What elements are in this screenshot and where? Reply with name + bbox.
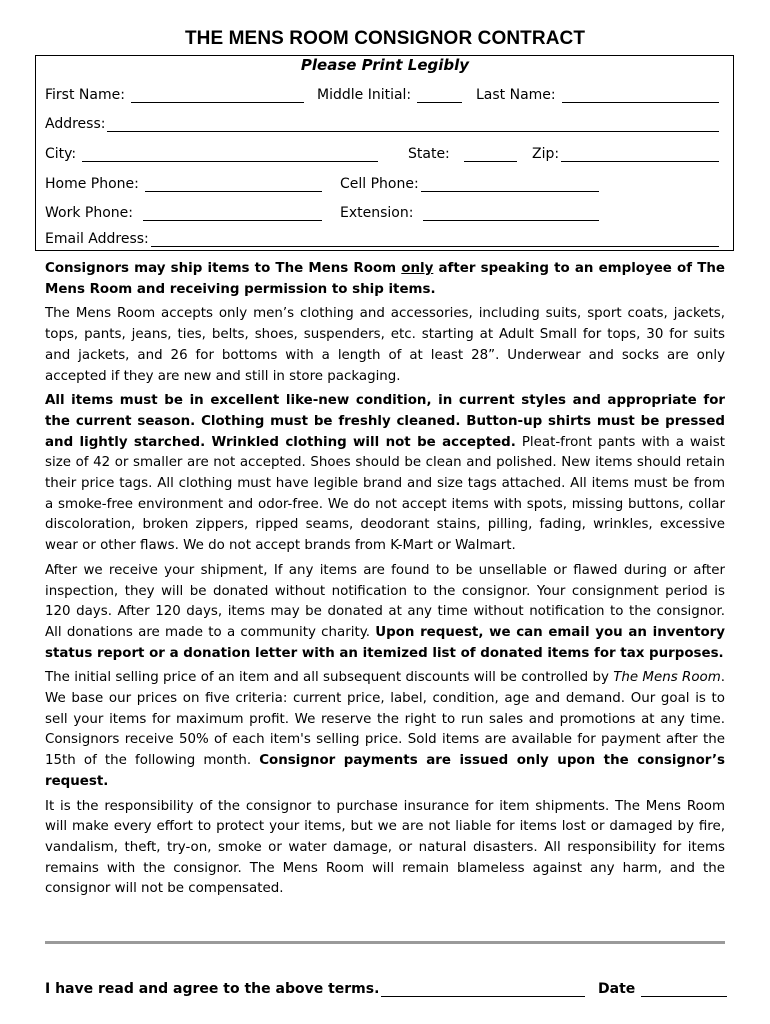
address-field[interactable]: [45, 112, 719, 132]
work-phone-label: Work Phone:: [45, 205, 133, 221]
condition-requirements: All items must be in excellent like-new condition, in current styles and appropriate for the current season. Clothing must be freshly cleaned. Button-up shirts must be pressed and lightly starched. Wrinkled clothing will not be accepted.: [45, 393, 725, 450]
first-name-line[interactable]: [131, 88, 304, 103]
page-title: THE MENS ROOM CONSIGNOR CONTRACT: [184, 28, 586, 49]
email-field[interactable]: [45, 227, 719, 247]
state-line[interactable]: [464, 147, 517, 162]
date-field[interactable]: [598, 977, 727, 997]
address-label: Address:: [45, 116, 106, 132]
middle-initial-field[interactable]: [317, 83, 462, 103]
cell-phone-label: Cell Phone:: [340, 176, 419, 192]
home-phone-field[interactable]: [45, 172, 322, 192]
date-line[interactable]: [641, 982, 727, 997]
zip-field[interactable]: [532, 142, 719, 162]
payment-request-note: Consignor payments are issued only upon the consignor’s request.: [45, 753, 726, 789]
state-field[interactable]: [408, 142, 517, 162]
shipping-permission-paragraph: [45, 259, 725, 300]
middle-initial-label: Middle Initial:: [317, 87, 412, 103]
inventory-report-note: Upon request, we can email you an inventory status report or a donation letter with an itemized list of donated items for tax purposes.: [45, 624, 725, 661]
email-line[interactable]: [151, 232, 719, 247]
contract-terms: [45, 259, 725, 904]
extension-line[interactable]: [423, 206, 599, 221]
condition-paragraph: [45, 391, 725, 557]
email-row: [45, 227, 719, 247]
address-row: [45, 112, 719, 132]
donation-policy-text: After we receive your shipment, If any items are found to be unsellable or flawed during or after inspection, they will be donated without notification to the consignor. Your consignment period is 120 days. After 120 days, items may be donated at any time without notification to the consignor. All donations are made to a community charity.: [45, 562, 725, 640]
city-field[interactable]: [45, 142, 378, 162]
email-label: Email Address:: [45, 231, 149, 247]
cell-phone-field[interactable]: [340, 172, 599, 192]
accepted-items-paragraph: The Mens Room accepts only men’s clothing and accessories, including suits, sport coats, jackets, tops, pants, jeans, ties, belts, shoes, suspenders, etc. starting at Adult Small for tops, 30 for suits and jackets, and 26 for bottoms with a length of at least 28”. Underwear and socks are only accepted if they are new and still in store packaging.: [45, 306, 725, 384]
extension-field[interactable]: [340, 201, 599, 221]
work-phone-line[interactable]: [143, 206, 322, 221]
last-name-field[interactable]: [476, 83, 719, 103]
signature-line[interactable]: [381, 982, 585, 997]
store-name-italic: The Mens Room: [613, 670, 721, 686]
pricing-paragraph: [45, 668, 725, 792]
cell-phone-line[interactable]: [421, 177, 599, 192]
home-phone-line[interactable]: [145, 177, 322, 192]
condition-details: Pleat-front pants with a waist size of 42 or smaller are not accepted. Shoes should be clean and polished. New items should retain their price tags. All clothing must have legible brand and size tags attached. All items must be from a smoke-free environment and odor-free. We do not accept items with spots, missing buttons, collar discoloration, broken zippers, ripped seams, deodorant stains, pilling, fading, wrinkles, excessive wear or other flaws. We do not accept brands from K-Mart or Walmart.: [45, 434, 726, 554]
first-name-label: First Name:: [45, 87, 125, 103]
section-divider: [45, 941, 725, 944]
last-name-line[interactable]: [562, 88, 719, 103]
city-row: [45, 142, 719, 162]
liability-paragraph: It is the responsibility of the consignor to purchase insurance for item shipments. The Mens Room will make every effort to protect your items, but we are not liable for items lost or damaged by fire, vandalism, theft, try-on, smoke or water damage, or natural disasters. All responsibility for items remains with the consignor. The Mens Room will remain blameless against any harm, and the consignor will not be compensated.: [45, 798, 725, 897]
signature-row: [45, 977, 727, 997]
city-line[interactable]: [82, 147, 378, 162]
work-phone-field[interactable]: [45, 201, 322, 221]
home-phone-label: Home Phone:: [45, 176, 139, 192]
agree-terms-label: I have read and agree to the above terms.: [45, 981, 380, 997]
zip-line[interactable]: [561, 147, 719, 162]
extension-label: Extension:: [340, 205, 414, 221]
shipping-text-start: Consignors may ship items to The Mens Room: [45, 261, 402, 276]
signature-field[interactable]: [45, 977, 585, 997]
pricing-text-start: The initial selling price of an item and all subsequent discounts will be controlled by: [45, 670, 614, 686]
shipping-text-end: after speaking to an employee of The Mens Room and receiving permission to ship items.: [45, 261, 725, 297]
state-label: State:: [408, 146, 450, 162]
inspection-donation-paragraph: [45, 561, 725, 665]
zip-label: Zip:: [532, 146, 560, 162]
first-name-field[interactable]: [45, 83, 304, 103]
home-cell-row: [45, 172, 719, 192]
work-ext-row: [45, 201, 719, 221]
pricing-text-end: . We base our prices on five criteria: current price, label, condition, age and demand. Our goal is to sell your items for maximum profit. We reserve the right to run sales and promotions at any time. Consignors receive 50% of each item's selling price. Sold items are available for payment after the 15th of the following month.: [45, 670, 726, 769]
address-line[interactable]: [107, 117, 719, 132]
only-emphasis: only: [401, 261, 434, 276]
print-legibly-note: Please Print Legibly: [300, 56, 470, 74]
name-row: [45, 83, 719, 103]
date-label: Date: [598, 981, 636, 997]
last-name-label: Last Name:: [476, 87, 556, 103]
city-label: City:: [45, 146, 77, 162]
middle-initial-line[interactable]: [417, 88, 462, 103]
